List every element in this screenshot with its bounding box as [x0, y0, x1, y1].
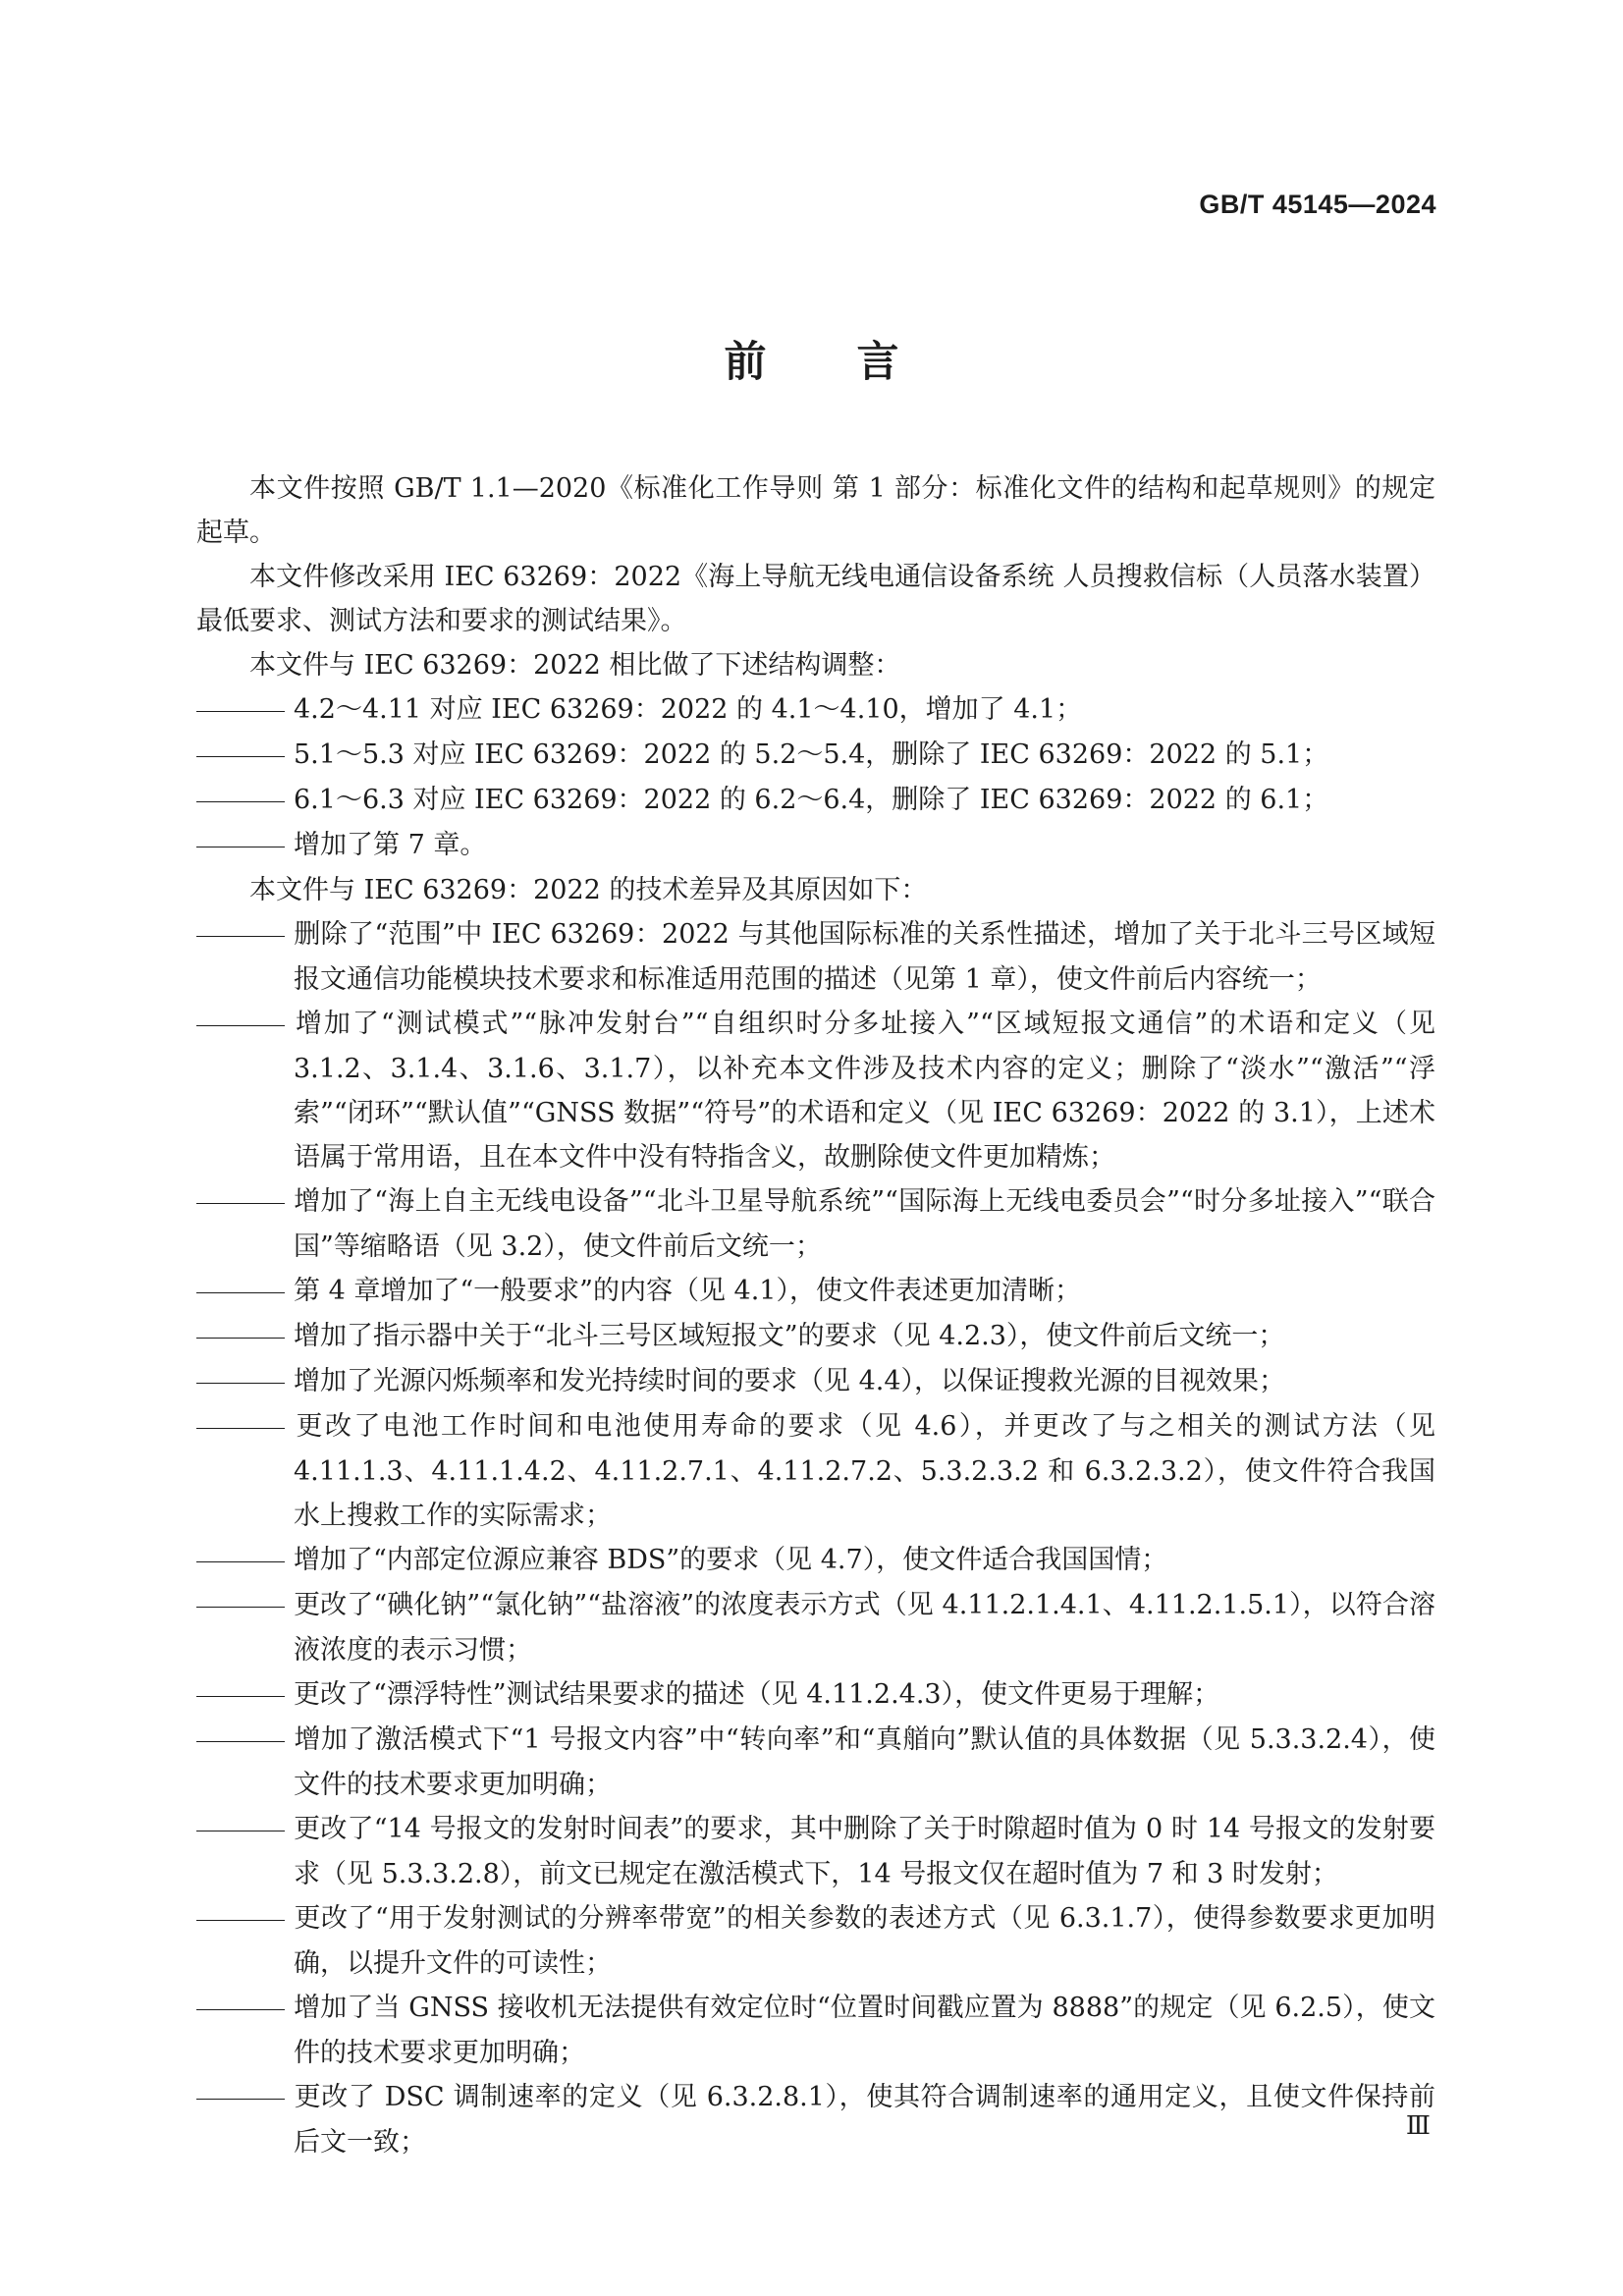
list-item [196, 1896, 1435, 1986]
list-item-text: 更改了“用于发射测试的分辨率带宽”的相关参数的表述方式（见 6.3.1.7），使得参数要求更加明确，以提升文件的可读性； [294, 1903, 1435, 1979]
dash-mark [196, 779, 294, 823]
title-char-2: 言 [856, 338, 899, 387]
dash-mark [196, 1180, 294, 1225]
dash-mark [196, 913, 294, 957]
structure-change-list [196, 687, 1435, 868]
list-item-text: 更改了“碘化钠”“氯化钠”“盐溶液”的浓度表示方式（见 4.11.2.1.4.1、4.11.2.1.5.1），以符合溶液浓度的表示习惯； [294, 1590, 1435, 1666]
list-item [196, 1672, 1435, 1718]
list-item-text: 增加了当 GNSS 接收机无法提供有效定位时“位置时间戳应置为 8888”的规定（见 6.2.5），使文件的技术要求更加明确； [294, 1993, 1435, 2068]
standard-code: GB/T 45145—2024 [1199, 190, 1436, 219]
list-item [196, 1986, 1435, 2075]
list-item-text: 5.1～5.3 对应 IEC 63269：2022 的 5.2～5.4，删除了 IEC 63269：2022 的 5.1； [294, 739, 1329, 770]
dash-mark [196, 1808, 294, 1852]
dash-mark [196, 1673, 294, 1718]
list-item-text: 增加了“内部定位源应兼容 BDS”的要求（见 4.7），使文件适合我国国情； [294, 1545, 1168, 1575]
list-item [196, 1718, 1435, 1807]
list-item-text: 第 4 章增加了“一般要求”的内容（见 4.1），使文件表述更加清晰； [294, 1276, 1081, 1306]
list-item-text: 增加了指示器中关于“北斗三号区域短报文”的要求（见 4.2.3），使文件前后文统一； [294, 1321, 1285, 1351]
page-title [0, 329, 1623, 389]
dash-mark [196, 1987, 294, 2031]
dash-mark [196, 1584, 294, 1628]
paragraph-tech-intro: 本文件与 IEC 63269：2022 的技术差异及其原因如下： [249, 875, 928, 905]
dash-mark [196, 688, 294, 733]
list-item [196, 1807, 1435, 1896]
list-item [196, 687, 1435, 733]
list-item-text: 增加了第 7 章。 [294, 830, 487, 860]
list-item [196, 733, 1435, 778]
list-item [196, 778, 1435, 823]
dash-mark [196, 1719, 294, 1763]
list-item-text: 更改了“漂浮特性”测试结果要求的描述（见 4.11.2.4.3），使文件更易于理解； [294, 1679, 1220, 1710]
dash-mark [196, 734, 294, 778]
list-item [196, 1359, 1435, 1404]
list-item-text: 增加了“海上自主无线电设备”“北斗卫星导航系统”“国际海上无线电委员会”“时分多址接入”“联合国”等缩略语（见 3.2），使文件前后文统一； [294, 1186, 1435, 1262]
list-item-text: 删除了“范围”中 IEC 63269：2022 与其他国际标准的关系性描述，增加了关于北斗三号区域短报文通信功能模块技术要求和标准适用范围的描述（见第 1 章），使文件前后内容统一； [294, 919, 1435, 995]
list-item [196, 1002, 1435, 1179]
tech-change-list [196, 912, 1435, 2164]
document-body [196, 466, 1435, 2164]
list-item-text: 更改了电池工作时间和电池使用寿命的要求（见 4.6），并更改了与之相关的测试方法（见 4.11.1.3、4.11.1.4.2、4.11.2.7.1、4.11.2.7.2、5.3.2.3.2 和 6.3.2.3.2），使文件符合我国水上搜救工作的实际需求； [294, 1411, 1435, 1531]
paragraph-adoption: 本文件修改采用 IEC 63269：2022《海上导航无线电通信设备系统 人员搜救信标（人员落水装置） 最低要求、测试方法和要求的测试结果》。 [196, 562, 1435, 636]
dash-mark [196, 2076, 294, 2120]
dash-mark [196, 1315, 294, 1359]
dash-mark [196, 824, 294, 868]
list-item [196, 1404, 1435, 1538]
list-item-text: 增加了光源闪烁频率和发光持续时间的要求（见 4.4），以保证搜救光源的目视效果； [294, 1366, 1286, 1396]
list-item [196, 1314, 1435, 1359]
list-item [196, 823, 1435, 868]
dash-mark [196, 1003, 294, 1047]
list-item [196, 1269, 1435, 1314]
dash-mark [196, 1360, 294, 1404]
list-item-text: 更改了“14 号报文的发射时间表”的要求，其中删除了关于时隙超时值为 0 时 14 号报文的发射要求（见 5.3.3.2.8），前文已规定在激活模式下，14 号报文仅在超时值为 7 和 3 时发射； [294, 1814, 1435, 1889]
title-char-1: 前 [724, 338, 767, 387]
list-item [196, 1179, 1435, 1269]
dash-mark [196, 1270, 294, 1314]
dash-mark [196, 1405, 294, 1449]
list-item [196, 2075, 1435, 2164]
list-item [196, 1538, 1435, 1583]
list-item-text: 更改了 DSC 调制速率的定义（见 6.3.2.8.1），使其符合调制速率的通用定义，且使文件保持前后文一致； [294, 2082, 1435, 2158]
paragraph-drafting-rules: 本文件按照 GB/T 1.1—2020《标准化工作导则 第 1 部分：标准化文件的结构和起草规则》的规定起草。 [196, 473, 1435, 548]
list-item-text: 4.2～4.11 对应 IEC 63269：2022 的 4.1～4.10，增加了 4.1； [294, 694, 1083, 725]
list-item-text: 增加了激活模式下“1 号报文内容”中“转向率”和“真艏向”默认值的具体数据（见 5.3.3.2.4），使文件的技术要求更加明确； [294, 1724, 1435, 1800]
list-item [196, 1583, 1435, 1672]
list-item-text: 增加了“测试模式”“脉冲发射台”“自组织时分多址接入”“区域短报文通信”的术语和定义（见 3.1.2、3.1.4、3.1.6、3.1.7），以补充本文件涉及技术内容的定义；删除了“淡水”“激活”“浮索”“闭环”“默认值”“GNSS 数据”“符号”的术语和定义（见 IEC 63269：2022 的 3.1），上述术语属于常用语，且在本文件中没有特指含义，故删除使文件更加精炼； [294, 1009, 1435, 1173]
list-item-text: 6.1～6.3 对应 IEC 63269：2022 的 6.2～6.4，删除了 IEC 63269：2022 的 6.1； [294, 785, 1329, 815]
list-item [196, 912, 1435, 1002]
paragraph-structure-intro: 本文件与 IEC 63269：2022 相比做了下述结构调整： [249, 650, 901, 681]
dash-mark [196, 1539, 294, 1583]
dash-mark [196, 1897, 294, 1941]
page-number: Ⅲ [1405, 2111, 1431, 2141]
